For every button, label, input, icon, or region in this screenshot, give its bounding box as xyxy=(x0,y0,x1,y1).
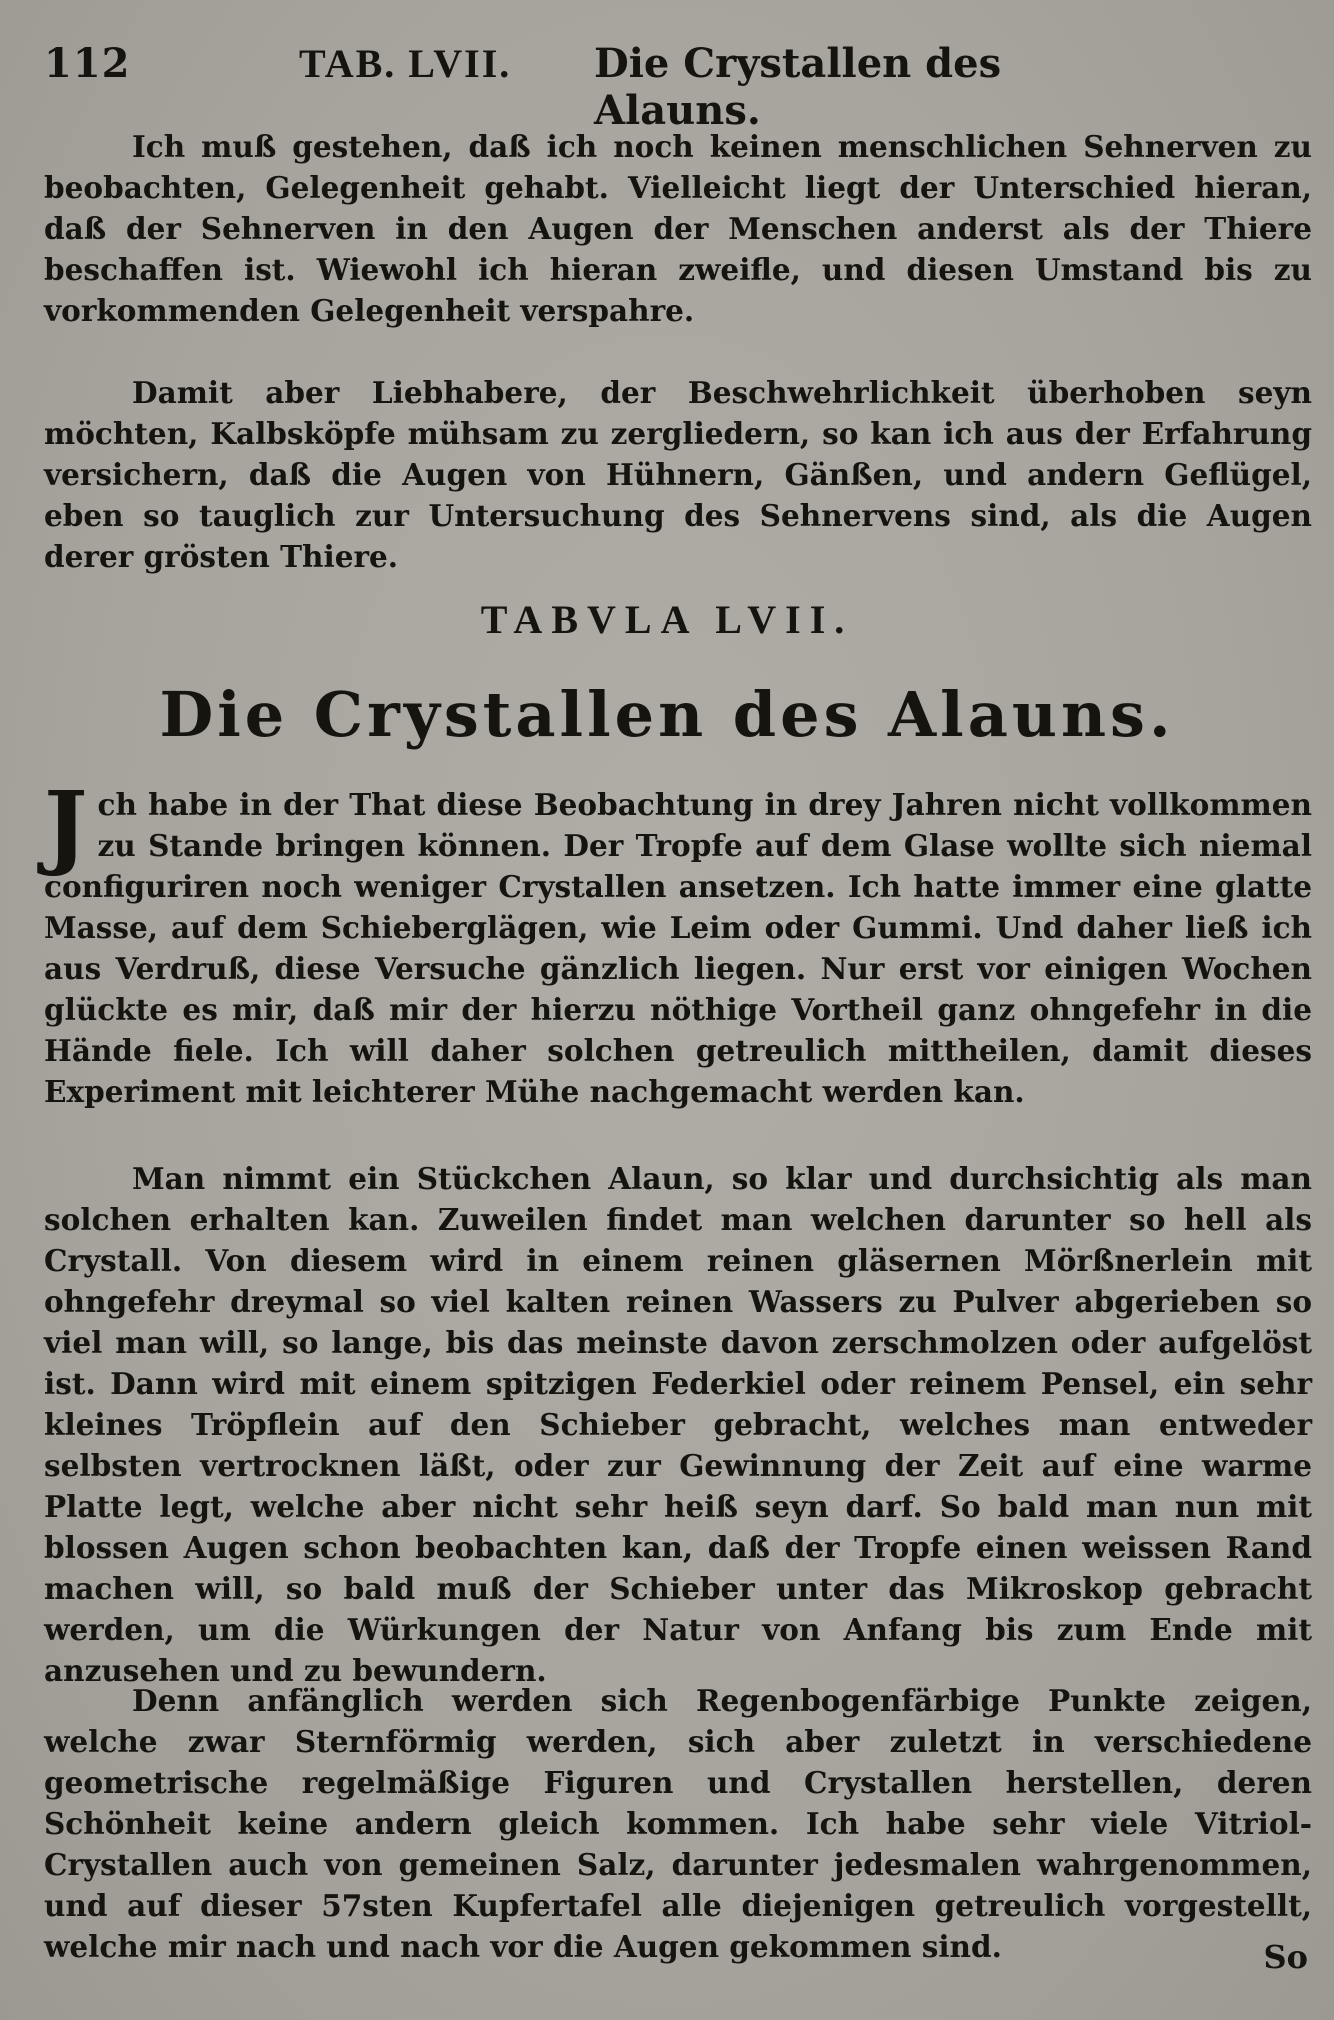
paragraph-text: Denn anfänglich werden sich Regenbogenfärbige Punkte zeigen, welche zwar Sternförmig werden, sich aber zuletzt in verschiedene geometrische regelmäßige Figuren und Crystallen herstellen, deren Schönheit keine andern gleich kommen. Ich habe sehr viele Vitriol-Crystallen auch von gemeinen Salz, darunter jedesmalen wahrgenommen, und auf dieser 57sten Kupfertafel alle diejenigen getreulich vorgestellt, welche mir nach und nach vor die Augen gekommen sind. xyxy=(44,1683,1312,1964)
paragraph-text xyxy=(44,771,1312,1112)
paragraph-beobachtung xyxy=(44,771,1312,1112)
section-title: Die Crystallen des Alauns. xyxy=(159,678,1175,751)
paragraph-liebhabere xyxy=(44,372,1312,577)
paragraph-text: Ich muß gestehen, daß ich noch keinen menschlichen Sehnerven zu beobachten, Gelegenheit gehabt. Vielleicht liegt der Unterschied hieran, daß der Sehnerven in den Augen der Menschen anderst als der Thiere beschaffen ist. Wiewohl ich hieran zweifle, und diesen Umstand bis zu vorkommenden Gelegenheit verspahre. xyxy=(44,129,1312,328)
paragraph-alaun-method xyxy=(44,1158,1312,1691)
drop-cap: J xyxy=(44,771,88,879)
paragraph-crystallen xyxy=(44,1680,1312,1967)
paragraph-text: Man nimmt ein Stückchen Alaun, so klar und durchsichtig als man solchen erhalten kan. Zuweilen findet man welchen darunter so hell als Crystall. Von diesem wird in einem reinen gläsernen Mörßnerlein mit ohngefehr dreymal so viel kalten reinen Wassers zu Pulver abgerieben so viel man will, so lange, bis das meinste davon zerschmolzen oder aufgelöst ist. Dann wird mit einem spitzigen Federkiel oder reinem Pensel, ein sehr kleines Tröpflein auf den Schieber gebracht, welches man entweder selbsten vertrocknen läßt, oder zur Gewinnung der Zeit auf eine warme Platte legt, welche aber nicht sehr heiß seyn darf. So bald man nun mit blossen Augen schon beobachten kan, daß der Tropfe einen weissen Rand machen will, so bald muß der Schieber unter das Mikroskop gebracht werden, um die Würkungen der Natur von Anfang bis zum Ende mit anzusehen und zu bewundern. xyxy=(44,1161,1312,1688)
catchword: So xyxy=(1263,1938,1308,1976)
page-number: 112 xyxy=(44,40,131,87)
running-head-title: Die Crystallen des Alauns. xyxy=(594,40,1002,134)
paragraph-text: Damit aber Liebhabere, der Beschwehrlichkeit überhoben seyn möchten, Kalbsköpfe mühsam zu zergliedern, so kan ich aus der Erfahrung versichern, daß die Augen von Hühnern, Gänßen, und andern Geflügel, eben so tauglich zur Untersuchung des Sehnervens sind, als die Augen derer grösten Thiere. xyxy=(44,375,1312,574)
paragraph-sehnerven xyxy=(44,126,1312,331)
running-head-plate-label: TAB. LVII. xyxy=(299,41,512,86)
running-head xyxy=(44,40,1104,134)
section-label: TABVLA LVII. xyxy=(480,597,854,642)
paragraph-body: ch habe in der That diese Beobachtung in drey Jahren nicht vollkommen zu Stande bringen können. Der Tropfe auf dem Glase wollte sich niemal configuriren noch weniger Crystallen ansetzen. Ich hatte immer eine glatte Masse, auf dem Schieberglägen, wie Leim oder Gummi. Und daher ließ ich aus Verdruß, diese Versuche gänzlich liegen. Nur erst vor einigen Wochen glückte es mir, daß mir der hierzu nöthige Vortheil ganz ohngefehr in die Hände fiele. Ich will daher solchen getreulich mittheilen, damit dieses Experiment mit leichterer Mühe nachgemacht werden kan. xyxy=(44,787,1312,1109)
